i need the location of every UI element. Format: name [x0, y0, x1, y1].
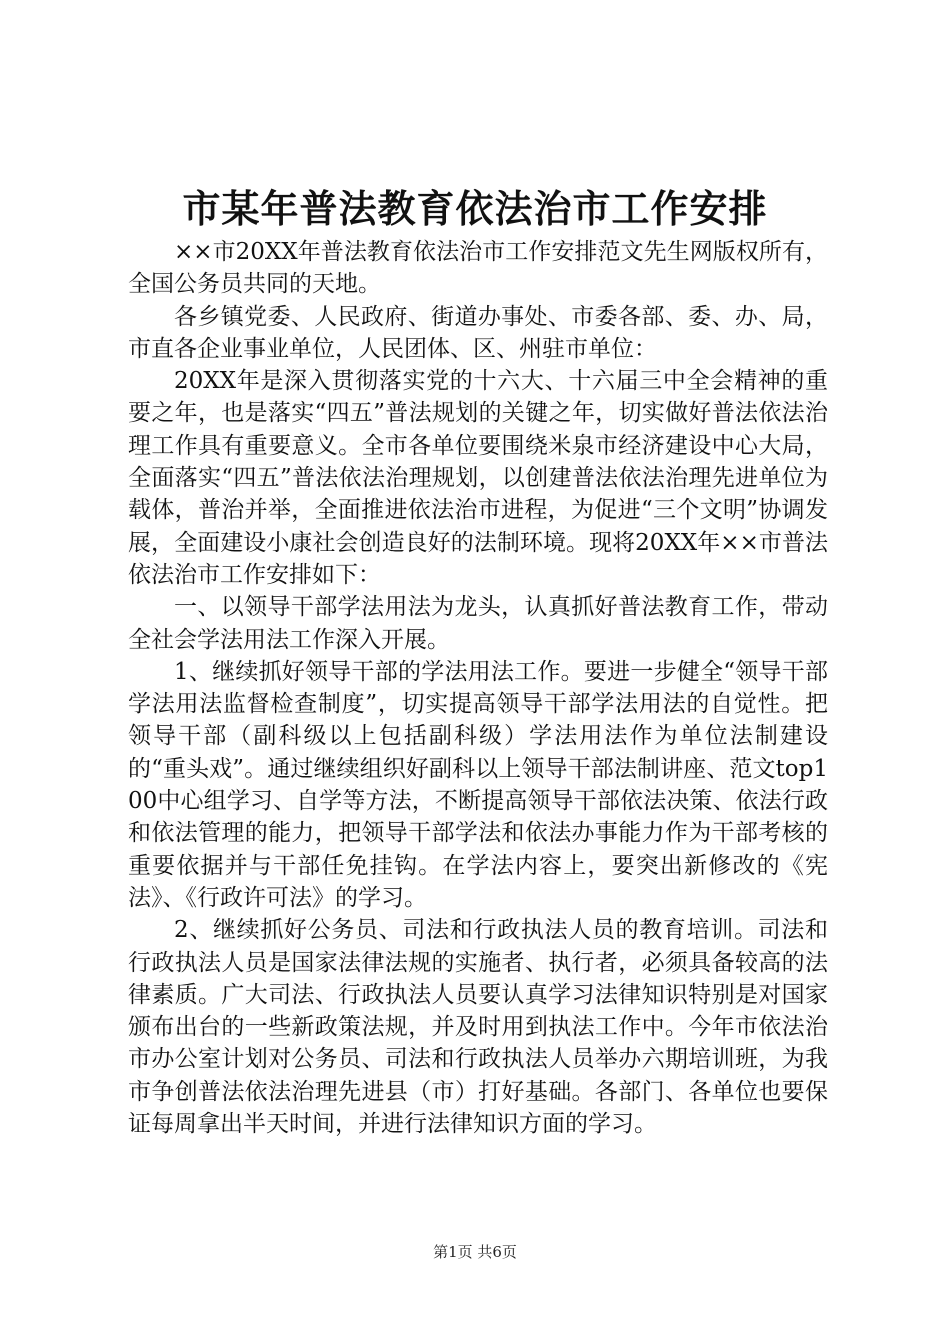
document-title: 市某年普法教育依法治市工作安排 [182, 186, 768, 231]
document-body [128, 236, 828, 1140]
paragraph-item-1: 1、继续抓好领导干部的学法用法工作。要进一步健全“领导干部学法用法监督检查制度”，切实提高领导干部学法用法的自觉性。把领导干部（副科级以上包括副科级）学法用法作为单位法制建设的“重头戏”。通过继续组织好副科以上领导干部法制讲座、范文top100中心组学习、自学等方法，不断提高领导干部依法决策、依法行政和依法管理的能力，把领导干部学法和依法办事能力作为干部考核的重要依据并与干部任免挂钩。在学法内容上，要突出新修改的《宪法》、《行政许可法》的学习。 [128, 658, 828, 911]
page-number-footer: 第1页 共6页 [433, 1243, 517, 1261]
paragraph-intro: ××市20XX年普法教育依法治市工作安排范文先生网版权所有，全国公务员共同的天地。 [128, 239, 828, 298]
paragraph-overview: 20XX年是深入贯彻落实党的十六大、十六届三中全会精神的重要之年，也是落实“四五”普法规划的关键之年，切实做好普法依法治理工作具有重要意义。全市各单位要围绕米泉市经济建设中心大局，全面落实“四五”普法依法治理规划，以创建普法依法治理先进单位为载体，普治并举，全面推进依法治市进程，为促进“三个文明”协调发展，全面建设小康社会创造良好的法制环境。现将20XX年××市普法依法治市工作安排如下： [128, 368, 828, 588]
paragraph-item-2: 2、继续抓好公务员、司法和行政执法人员的教育培训。司法和行政执法人员是国家法律法规的实施者、执行者，必须具备较高的法律素质。广大司法、行政执法人员要认真学习法律知识特别是对国家颁布出台的一些新政策法规，并及时用到执法工作中。今年市依法治市办公室计划对公务员、司法和行政执法人员举办六期培训班，为我市争创普法依法治理先进县（市）打好基础。各部门、各单位也要保证每周拿出半天时间，并进行法律知识方面的学习。 [128, 917, 828, 1138]
paragraph-addressees: 各乡镇党委、人民政府、街道办事处、市委各部、委、办、局，市直各企业事业单位，人民团体、区、州驻市单位： [128, 303, 828, 362]
paragraph-section-one: 一、以领导干部学法用法为龙头，认真抓好普法教育工作，带动全社会学法用法工作深入开展。 [128, 594, 828, 653]
